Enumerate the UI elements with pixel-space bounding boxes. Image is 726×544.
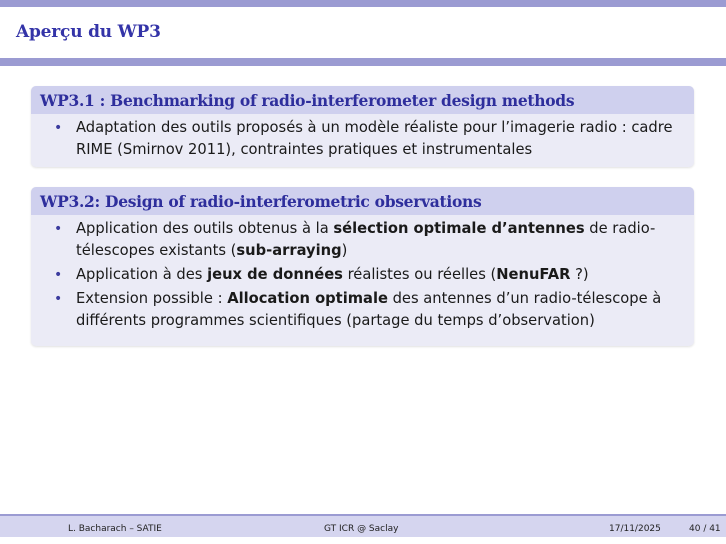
- bullet-icon: •: [54, 267, 63, 283]
- item-text: ): [341, 242, 348, 259]
- bullet-item: [52, 117, 682, 161]
- footer-page-number: 40 / 41: [689, 524, 721, 534]
- block-body: [31, 215, 694, 332]
- item-text: ?): [570, 266, 589, 283]
- item-text: réalistes ou réelles (: [342, 266, 497, 283]
- slide-title: Aperçu du WP3: [16, 22, 161, 42]
- emphasis-text: Allocation optimale: [227, 290, 388, 307]
- emphasis-text: sélection optimale d’antennes: [333, 220, 585, 237]
- footer-author: L. Bacharach – SATIE: [68, 524, 162, 534]
- item-text: Adaptation des outils proposés à un modèle réaliste pour l’imagerie radio : cadre RIME (Smirnov 2011), contraintes pratiques et instrumentales: [76, 119, 673, 158]
- item-text: Application à des: [76, 266, 208, 283]
- emphasis-text: sub-arraying: [236, 242, 342, 259]
- bullet-icon: •: [54, 291, 63, 307]
- block-body: [31, 114, 694, 161]
- bullet-item: [52, 288, 682, 332]
- bullet-icon: •: [54, 221, 63, 237]
- emphasis-text: jeux de données: [207, 266, 343, 283]
- item-text: des antennes d’un radio-télescope à différents programmes scientifiques (partage du temps d’observation): [76, 290, 662, 329]
- bullet-item: [52, 264, 682, 286]
- emphasis-text: NenuFAR: [496, 266, 571, 283]
- footer-date: 17/11/2025: [609, 524, 661, 534]
- footer: [0, 516, 726, 537]
- bullet-list: [52, 218, 682, 332]
- bullet-item: [52, 218, 682, 262]
- title-stripe: [0, 58, 726, 66]
- bullet-list: [52, 117, 682, 161]
- block-wp3-1: [31, 86, 694, 167]
- header-stripe: [0, 0, 726, 7]
- block-title: WP3.1 : Benchmarking of radio-interferometer design methods: [31, 86, 694, 114]
- item-text: Extension possible :: [76, 290, 228, 307]
- bullet-icon: •: [54, 120, 63, 136]
- block-wp3-2: [31, 187, 694, 346]
- item-text: de radio-télescopes existants (: [76, 220, 656, 259]
- item-text: Application des outils obtenus à la: [76, 220, 334, 237]
- footer-event: GT ICR @ Saclay: [324, 524, 399, 534]
- block-title: WP3.2: Design of radio-interferometric observations: [31, 187, 694, 215]
